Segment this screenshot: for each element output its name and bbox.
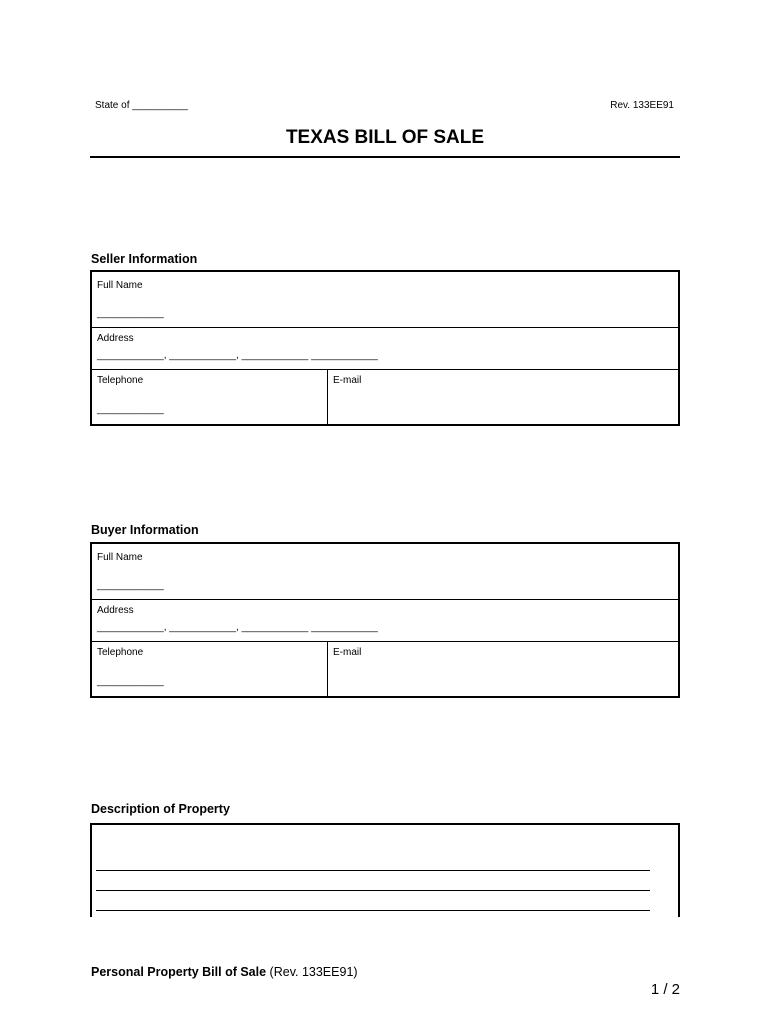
- seller-email-cell[interactable]: [328, 370, 678, 424]
- seller-contact-row: [92, 370, 678, 424]
- buyer-contact-row: [92, 642, 678, 696]
- title-divider: [90, 156, 680, 158]
- seller-full-name-label: Full Name: [97, 280, 143, 291]
- buyer-telephone-cell: [92, 642, 328, 696]
- buyer-address-label: Address: [97, 605, 134, 616]
- description-line[interactable]: [96, 870, 650, 871]
- seller-telephone-cell: [92, 370, 328, 424]
- buyer-email-label: E-mail: [333, 647, 362, 658]
- footer-form-name: Personal Property Bill of Sale: [91, 965, 267, 979]
- document-title: TEXAS BILL OF SALE: [285, 127, 485, 148]
- buyer-address-row: [92, 600, 678, 642]
- seller-full-name-field[interactable]: ____________: [97, 308, 164, 319]
- buyer-full-name-row: [92, 544, 678, 600]
- description-line[interactable]: [96, 910, 650, 911]
- buyer-section-heading: Buyer Information: [91, 523, 199, 537]
- page-number: 1 / 2: [650, 981, 680, 998]
- footer-form-info: [91, 965, 358, 979]
- seller-info-table: [90, 270, 680, 426]
- revision-code: Rev. 133EE91: [610, 100, 674, 111]
- buyer-full-name-label: Full Name: [97, 552, 143, 563]
- seller-telephone-field[interactable]: ____________: [97, 404, 164, 415]
- state-field: State of __________: [95, 100, 188, 111]
- property-description-box[interactable]: [90, 823, 680, 917]
- seller-full-name-row: [92, 272, 678, 328]
- seller-address-label: Address: [97, 333, 134, 344]
- buyer-telephone-label: Telephone: [97, 647, 144, 658]
- buyer-telephone-field[interactable]: ____________: [97, 676, 164, 687]
- seller-telephone-label: Telephone: [97, 375, 144, 386]
- seller-address-field[interactable]: ____________, ____________, ____________ ____________: [97, 350, 378, 361]
- buyer-info-table: [90, 542, 680, 698]
- buyer-email-cell[interactable]: [328, 642, 678, 696]
- footer-form-revision: (Rev. 133EE91): [269, 965, 358, 979]
- seller-email-label: E-mail: [333, 375, 362, 386]
- buyer-full-name-field[interactable]: ____________: [97, 580, 164, 591]
- buyer-address-field[interactable]: ____________, ____________, ____________ ____________: [97, 622, 378, 633]
- property-section-heading: Description of Property: [91, 802, 230, 816]
- description-line[interactable]: [96, 890, 650, 891]
- seller-section-heading: Seller Information: [91, 252, 198, 266]
- seller-address-row: [92, 328, 678, 370]
